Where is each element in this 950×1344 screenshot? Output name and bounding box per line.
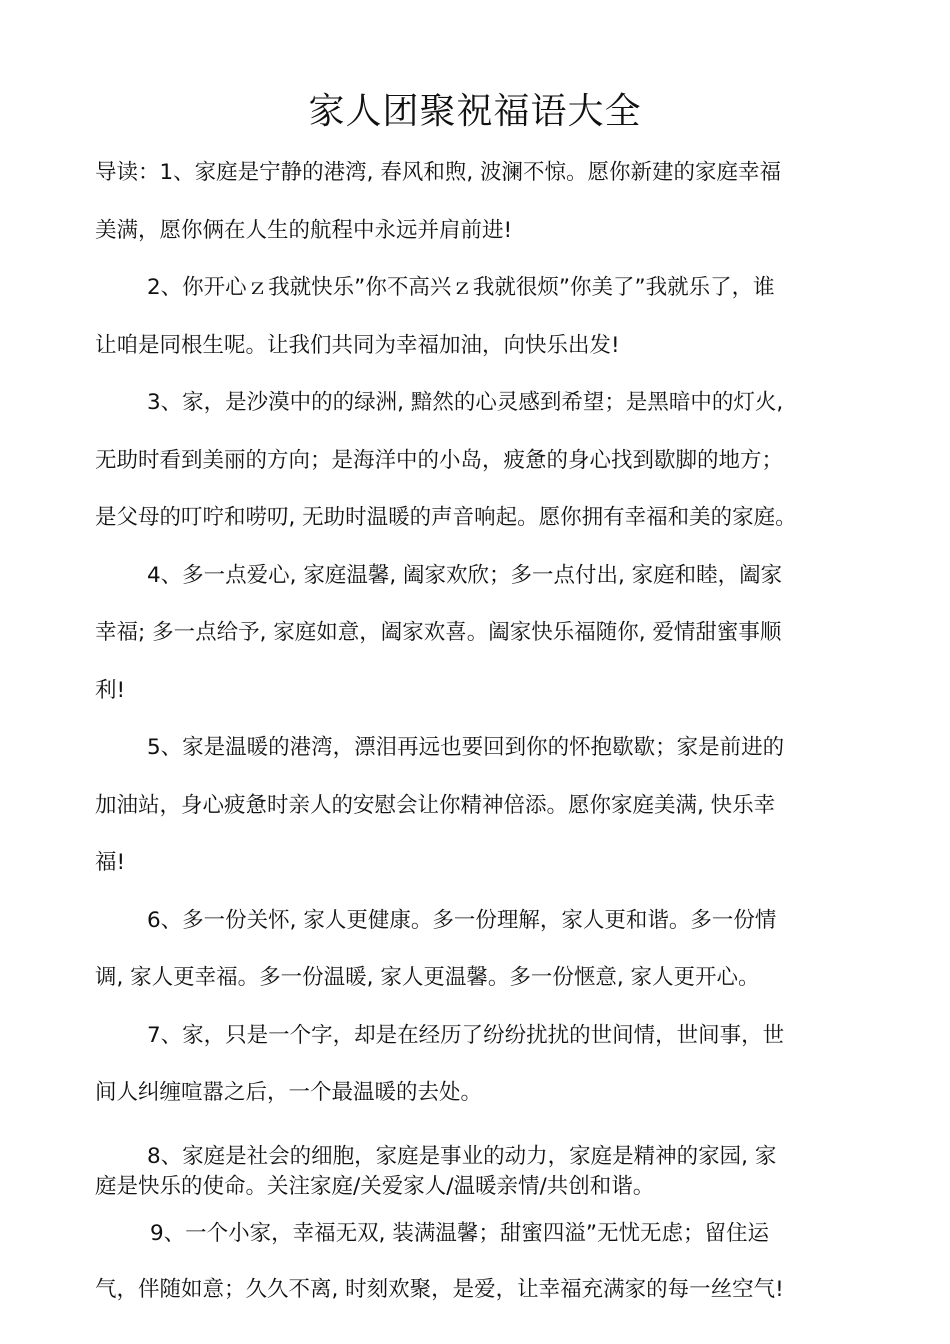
paragraph-3-line-3: 是父母的叮咛和唠叨, 无助时温暖的声音响起。愿你拥有幸福和美的家庭。 [95, 505, 797, 530]
paragraph-7-line-2: 间人纠缠喧嚣之后，一个最温暖的去处。 [95, 1080, 483, 1105]
paragraph-8-line-2: 庭是快乐的使命。关注家庭/关爱家人/温暖亲情/共创和谐。 [95, 1174, 655, 1199]
paragraph-6-line-2: 调, 家人更幸福。多一份温暖, 家人更温馨。多一份惬意, 家人更开心。 [95, 965, 760, 990]
paragraph-4-line-1: 4、多一点爱心, 家庭温馨, 阖家欢欣；多一点付出, 家庭和睦，阖家 [147, 563, 783, 588]
paragraph-2-line-1: 2、你开心ｚ我就快乐”你不高兴ｚ我就很烦”你美了”我就乐了，谁 [147, 275, 775, 300]
paragraph-3-line-2: 无助时看到美丽的方向；是海洋中的小岛，疲惫的身心找到歇脚的地方； [95, 448, 784, 473]
paragraph-9-line-1: 9、一个小家，幸福无双, 装满温馨；甜蜜四溢”无忧无虑；留住运 [150, 1221, 769, 1246]
paragraph-4-line-2: 幸福; 多一点给予, 家庭如意，阖家欢喜。阖家快乐福随你, 爱情甜蜜事顺 [95, 620, 782, 645]
paragraph-5-line-1: 5、家是温暖的港湾，漂泪再远也要回到你的怀抱歇歇；家是前进的 [147, 735, 785, 760]
paragraph-5-line-3: 福! [95, 850, 126, 875]
paragraph-8-line-1: 8、家庭是社会的细胞，家庭是事业的动力，家庭是精神的家园, 家 [147, 1144, 777, 1169]
paragraph-1-line-2: 美满，愿你俩在人生的航程中永远并肩前进! [95, 218, 513, 243]
paragraph-9-line-2: 气，伴随如意；久久不离, 时刻欢聚，是爱，让幸福充满家的每一丝空气! [95, 1277, 784, 1302]
paragraph-2-line-2: 让咱是同根生呢。让我们共同为幸福加油，向快乐出发! [95, 333, 620, 358]
paragraph-1-line-1: 导读：1、家庭是宁静的港湾, 春风和煦, 波澜不惊。愿你新建的家庭幸福 [95, 160, 782, 185]
paragraph-3-line-1: 3、家，是沙漠中的的绿洲, 黯然的心灵感到希望；是黑暗中的灯火, [147, 390, 784, 415]
paragraph-4-line-3: 利! [95, 678, 126, 703]
paragraph-6-line-1: 6、多一份关怀, 家人更健康。多一份理解，家人更和谐。多一份情 [147, 908, 777, 933]
document-title: 家人团聚祝福语大全 [308, 91, 642, 132]
paragraph-7-line-1: 7、家，只是一个字，却是在经历了纷纷扰扰的世间情，世间事，世 [147, 1023, 785, 1048]
paragraph-5-line-2: 加油站，身心疲惫时亲人的安慰会让你精神倍添。愿你家庭美满, 快乐幸 [95, 793, 776, 818]
